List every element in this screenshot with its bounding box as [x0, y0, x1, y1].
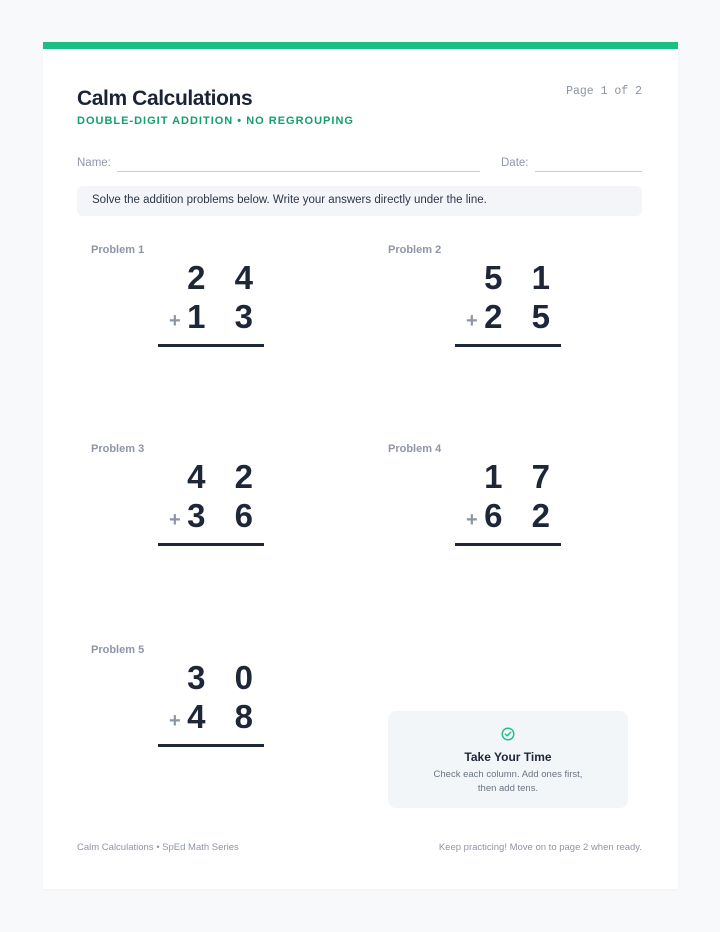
- problem-label: Problem 1: [91, 244, 145, 256]
- page-number: Page 1 of 2: [566, 85, 642, 98]
- accent-bar: [43, 42, 678, 49]
- problem-label: Problem 2: [388, 244, 442, 256]
- tip-title: Take Your Time: [464, 750, 552, 764]
- addend-bottom: 3 6: [187, 497, 263, 534]
- answer-line[interactable]: [158, 344, 264, 347]
- footer-series: Calm Calculations • SpEd Math Series: [77, 842, 239, 853]
- plus-sign: +: [466, 310, 478, 332]
- date-label: Date:: [501, 157, 529, 169]
- worksheet-page: [43, 42, 678, 889]
- tip-box: [388, 711, 628, 808]
- addend-bottom: 6 2: [484, 497, 560, 534]
- plus-sign: +: [169, 310, 181, 332]
- addend-bottom: 2 5: [484, 298, 560, 335]
- problem-label: Problem 3: [91, 443, 145, 455]
- instructions-box: Solve the addition problems below. Write your answers directly under the line.: [77, 186, 642, 216]
- answer-line[interactable]: [455, 344, 561, 347]
- addend-top: 4 2: [187, 458, 263, 495]
- plus-sign: +: [169, 710, 181, 732]
- problem-5: [91, 644, 291, 764]
- addend-bottom: 4 8: [187, 698, 263, 735]
- answer-line[interactable]: [158, 744, 264, 747]
- addend-top: 1 7: [484, 458, 560, 495]
- name-field[interactable]: [117, 171, 480, 172]
- problem-4: [388, 443, 588, 563]
- page-subtitle: DOUBLE-DIGIT ADDITION • NO REGROUPING: [77, 115, 354, 127]
- footer-note: Keep practicing! Move on to page 2 when ready.: [438, 842, 642, 853]
- addend-bottom: 1 3: [187, 298, 263, 335]
- problem-1: [91, 244, 291, 364]
- answer-line[interactable]: [455, 543, 561, 546]
- tip-line-2: then add tens.: [477, 783, 539, 794]
- plus-sign: +: [169, 509, 181, 531]
- check-circle-icon: [501, 727, 515, 741]
- plus-sign: +: [466, 509, 478, 531]
- problem-label: Problem 5: [91, 644, 145, 656]
- problem-3: [91, 443, 291, 563]
- tip-line-1: Check each column. Add ones first,: [433, 769, 583, 780]
- addend-top: 2 4: [187, 259, 263, 296]
- name-label: Name:: [77, 157, 111, 169]
- addend-top: 5 1: [484, 259, 560, 296]
- date-field[interactable]: [535, 171, 642, 172]
- tip-body: [388, 768, 628, 796]
- addend-top: 3 0: [187, 659, 263, 696]
- page-title: Calm Calculations: [77, 87, 253, 110]
- problem-2: [388, 244, 588, 364]
- answer-line[interactable]: [158, 543, 264, 546]
- problem-label: Problem 4: [388, 443, 442, 455]
